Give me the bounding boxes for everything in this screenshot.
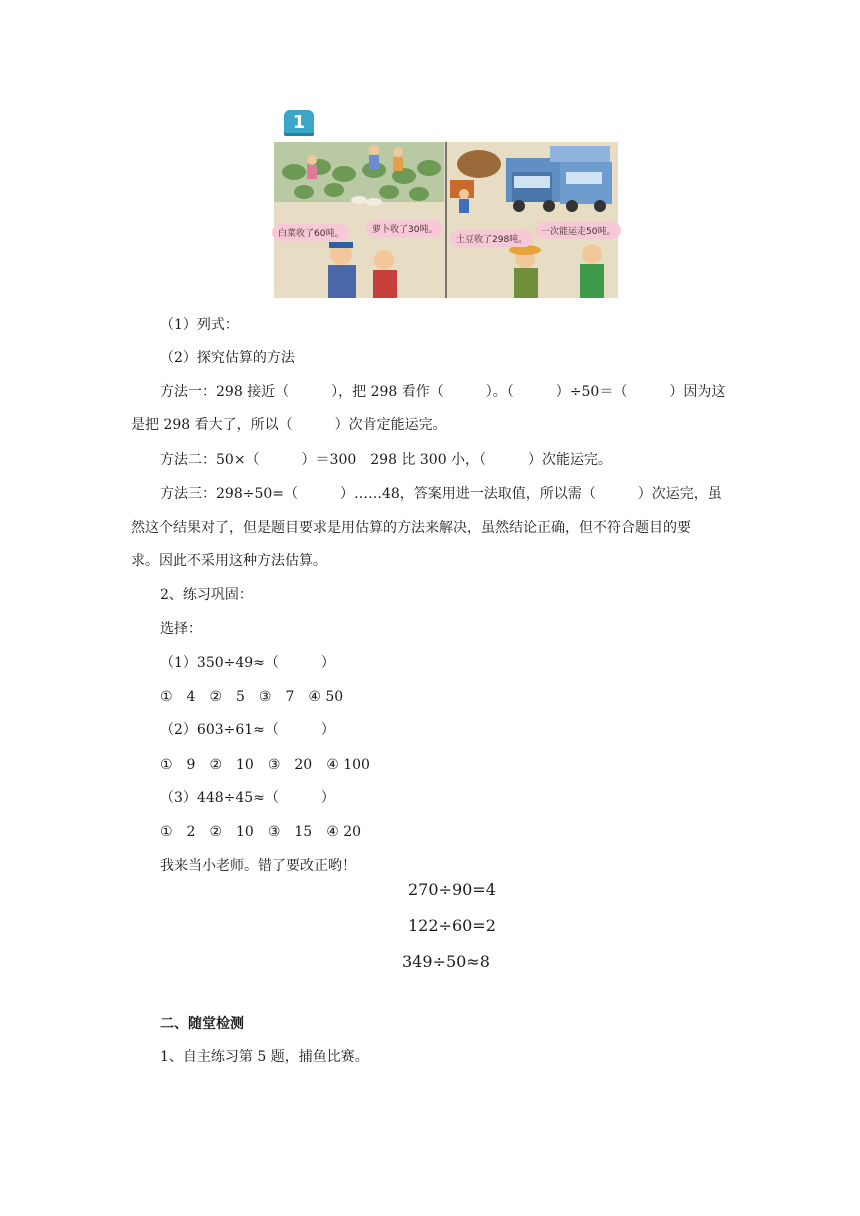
method-3-line-1: 方法三：298÷50=（ ）……48，答案用进一法取值，所以需（ ）次运完，虽 — [160, 486, 722, 502]
method-1-line-1: 方法一：298 接近（ ），把 298 看作（ ）。（ ）÷50＝（ ）因为这 — [160, 384, 726, 400]
method-2: 方法二：50×（ ）＝300 298 比 300 小，（ ）次能运完。 — [160, 452, 613, 468]
practice-heading: 2、练习巩固： — [160, 587, 253, 603]
teacher-prompt: 我来当小老师。错了要改正哟！ — [160, 858, 356, 874]
speech-bubble-radish: 萝卜收了30吨。 — [366, 220, 443, 237]
question-2-options: ① 9 ② 10 ③ 20 ④ 100 — [160, 757, 370, 773]
method-3-line-2: 然这个结果对了，但是题目要求是用估算的方法来解决，虽然结论正确，但不符合题目的要 — [131, 520, 691, 536]
choose-label: 选择： — [160, 621, 202, 637]
step-1-formula: （1）列式： — [160, 317, 239, 333]
task-1: 1、自主练习第 5 题，捕鱼比赛。 — [160, 1049, 369, 1065]
harvest-illustration — [274, 142, 618, 298]
method-3-line-3: 求。因此不采用这种方法估算。 — [131, 553, 327, 569]
equation-3: 349÷50≈8 — [402, 952, 490, 971]
equation-1: 270÷90=4 — [408, 880, 496, 899]
speech-bubble-truck: 一次能运走50吨。 — [535, 222, 621, 239]
step-2-heading: （2）探究估算的方法 — [160, 350, 295, 366]
speech-bubble-potato: 土豆收了298吨。 — [450, 230, 533, 247]
question-1: （1）350÷49≈（ ） — [160, 655, 335, 671]
question-2: （2）603÷61≈（ ） — [160, 722, 335, 738]
question-3: （3）448÷45≈（ ） — [160, 790, 335, 806]
section-heading-classroom-test: 二、随堂检测 — [160, 1016, 244, 1032]
example-number-badge: 1 — [284, 110, 314, 136]
method-1-line-2: 是把 298 看大了，所以（ ）次肯定能运完。 — [131, 417, 447, 433]
question-3-options: ① 2 ② 10 ③ 15 ④ 20 — [160, 824, 362, 840]
question-1-options: ① 4 ② 5 ③ 7 ④ 50 — [160, 689, 344, 705]
equation-2: 122÷60=2 — [408, 916, 496, 935]
speech-bubble-cabbage: 白菜收了60吨。 — [272, 224, 349, 241]
